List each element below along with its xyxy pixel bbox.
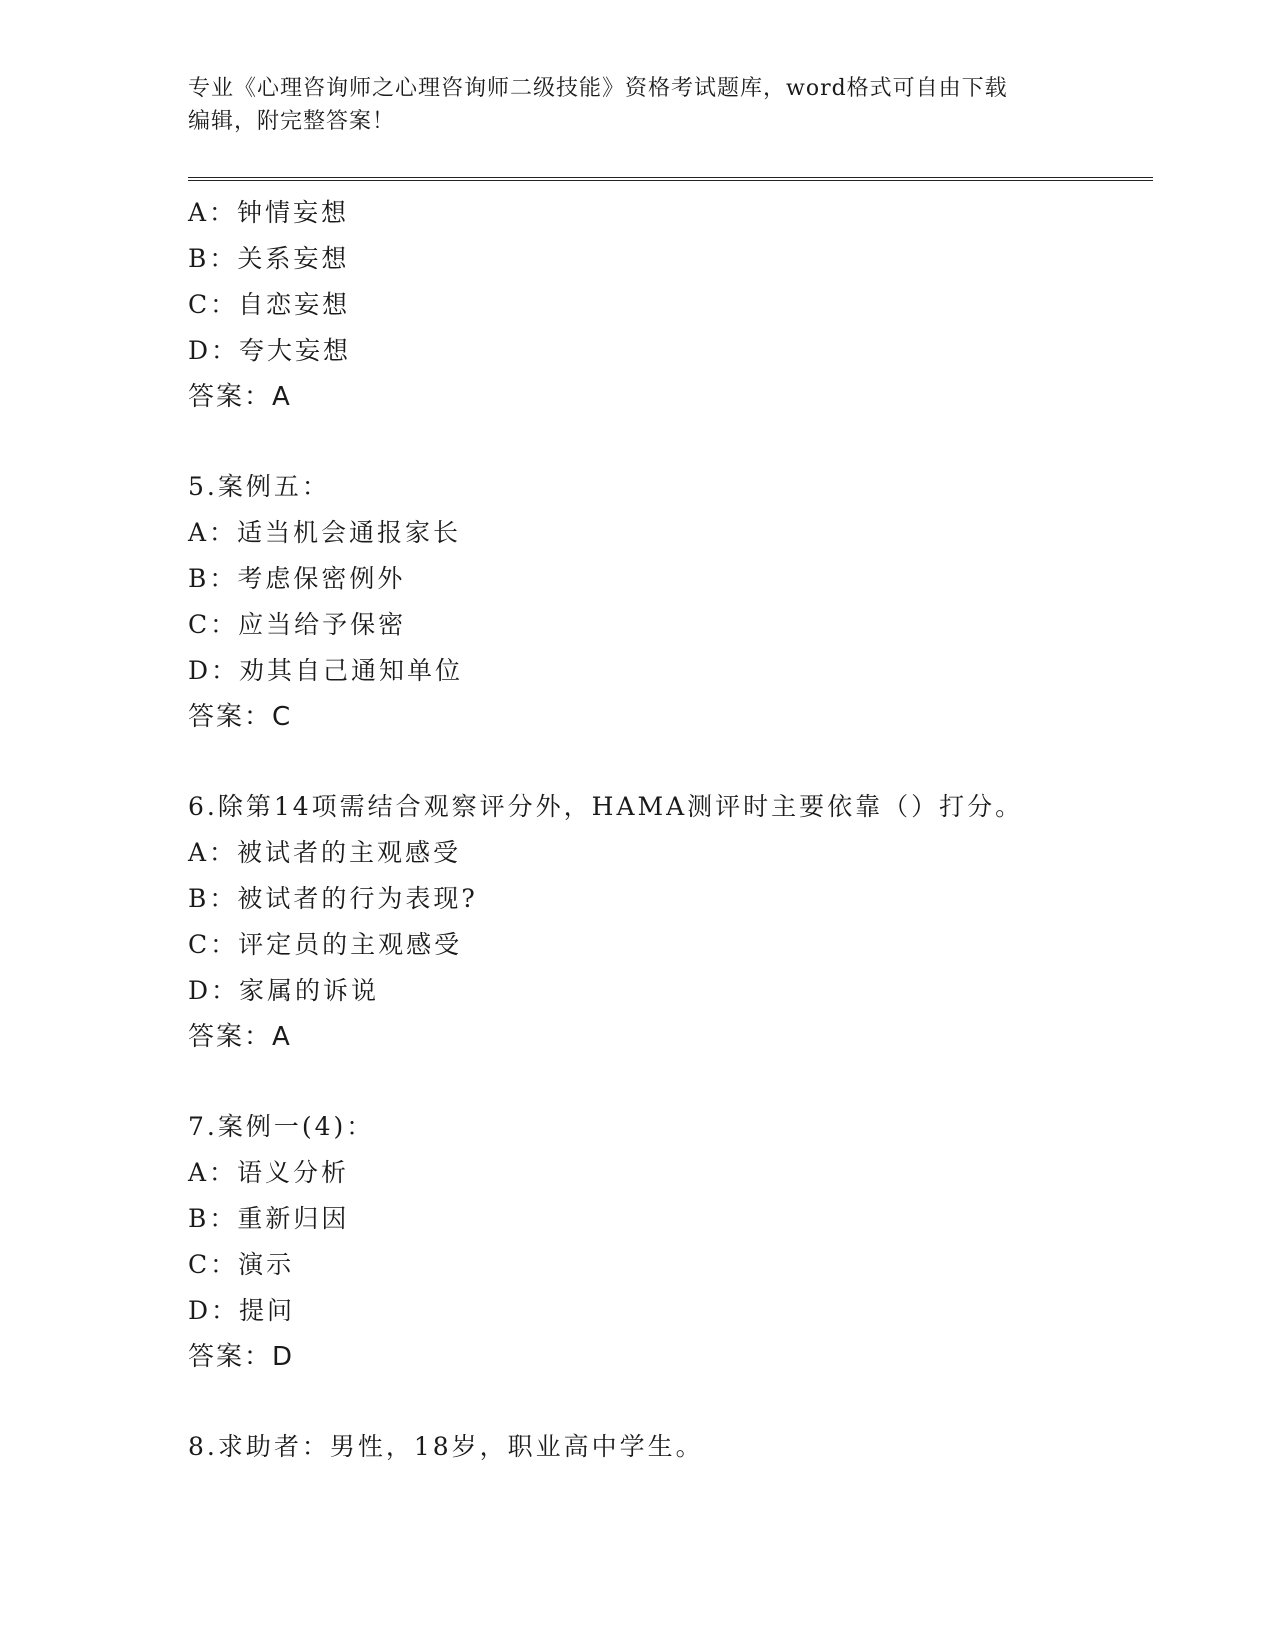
question-text: 6.除第14项需结合观察评分外，HAMA测评时主要依靠（）打分。 (188, 792, 1024, 821)
option-d: D：家属的诉说 (188, 976, 380, 1005)
option-d: D：夸大妄想 (188, 336, 352, 365)
spacer (188, 740, 1153, 784)
option-d: D：提问 (188, 1296, 296, 1325)
option-c: C：演示 (188, 1250, 295, 1279)
option-c: C：应当给予保密 (188, 610, 407, 639)
header-line-2: 编辑，附完整答案！ (188, 109, 396, 134)
question-block-5 (188, 464, 1153, 740)
answer-line: 答案：A (188, 1022, 292, 1052)
spacer (188, 1380, 1153, 1424)
option-b: B：考虑保密例外 (188, 564, 406, 593)
question-text: 8.求助者：男性，18岁，职业高中学生。 (188, 1432, 704, 1461)
document-header (188, 72, 1088, 138)
option-b: B：重新归因 (188, 1204, 350, 1233)
option-c: C：自恋妄想 (188, 290, 351, 319)
option-a: A：被试者的主观感受 (188, 838, 462, 867)
option-d: D：劝其自己通知单位 (188, 656, 464, 685)
spacer (188, 420, 1153, 464)
answer-line: 答案：C (188, 702, 293, 732)
option-b: B：关系妄想 (188, 244, 350, 273)
question-text: 7.案例一(4)： (188, 1112, 375, 1141)
option-a: A：适当机会通报家长 (188, 518, 462, 547)
option-c: C：评定员的主观感受 (188, 930, 463, 959)
question-list (188, 190, 1153, 1470)
answer-line: 答案：A (188, 382, 292, 412)
answer-line: 答案：D (188, 1342, 295, 1372)
spacer (188, 1060, 1153, 1104)
question-text: 5.案例五： (188, 472, 330, 501)
question-block-4-continued (188, 190, 1153, 420)
header-line-1: 专业《心理咨询师之心理咨询师二级技能》资格考试题库，word格式可自由下载 (188, 76, 1008, 101)
option-a: A：语义分析 (188, 1158, 350, 1187)
question-block-8 (188, 1424, 1153, 1470)
header-divider (188, 177, 1153, 181)
question-block-6 (188, 784, 1153, 1060)
option-a: A：钟情妄想 (188, 198, 350, 227)
option-b: B：被试者的行为表现? (188, 884, 478, 913)
question-block-7 (188, 1104, 1153, 1380)
